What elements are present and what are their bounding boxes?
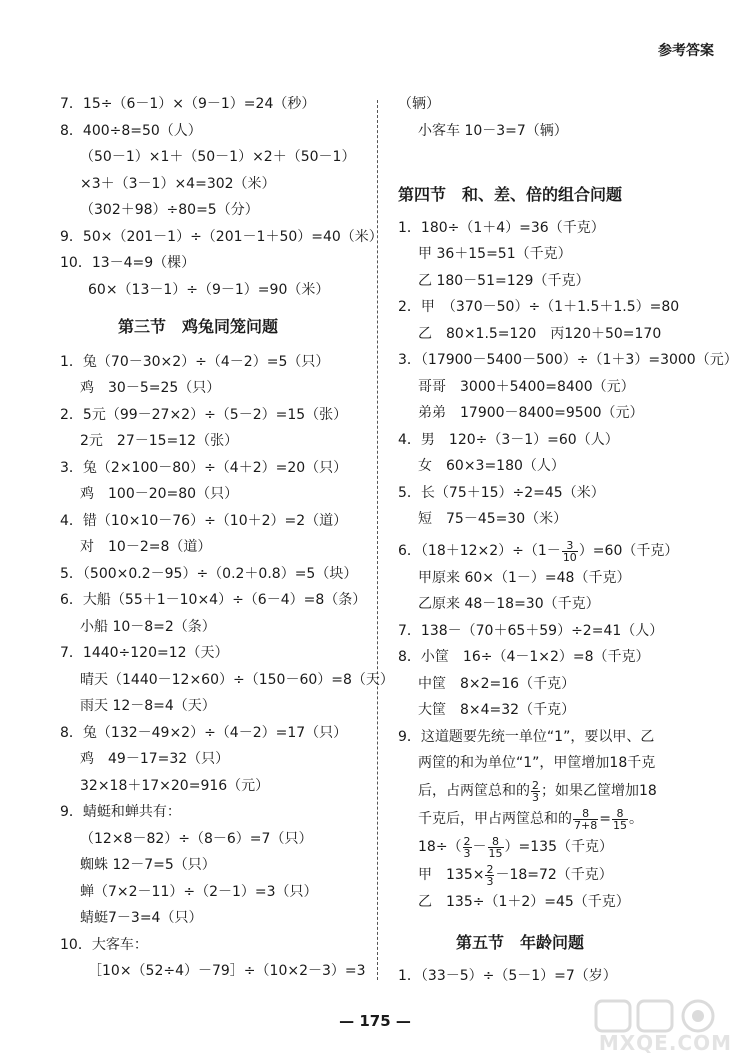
- answer-line: 10．大客车：: [60, 937, 148, 953]
- answer-line: 蜻蜓7－3=4（只）: [80, 910, 203, 926]
- fraction-denominator: 7+8: [574, 818, 598, 832]
- answer-line: 小客车 10－3=7（辆）: [418, 123, 568, 139]
- page-number: — 175 —: [339, 1012, 411, 1030]
- fraction-denominator: 3: [463, 846, 471, 860]
- answer-line: 乙 135÷（1＋2）=45（千克）: [418, 894, 630, 910]
- answer-line: 9．这道题要先统一单位“1”，要以甲、乙: [398, 729, 655, 745]
- answer-line: 7．15÷（6－1）×（9－1）=24（秒）: [60, 96, 316, 112]
- answer-line: [418, 568, 630, 588]
- section-heading: 第三节 鸡兔同笼问题: [118, 317, 279, 336]
- fraction: [485, 864, 494, 887]
- answer-line: （12×8－82）÷（8－6）=7（只）: [80, 831, 313, 847]
- answer-line: 中筐 8×2=16（千克）: [418, 676, 576, 692]
- section-heading: 第四节 和、差、倍的组合问题: [398, 185, 623, 204]
- fraction-denominator: 3: [486, 874, 494, 888]
- answer-line: 蜘蛛 12－7=5（只）: [80, 857, 216, 873]
- section-heading: 第五节 年龄问题: [456, 933, 585, 952]
- fraction-denominator: 15: [612, 818, 627, 832]
- answer-line: 8．400÷8=50（人）: [60, 123, 202, 139]
- answer-line: 鸡 100－20=80（只）: [80, 486, 239, 502]
- answer-line: （302＋98）÷80=5（分）: [80, 202, 259, 218]
- answer-line: 60×（13－1）÷（9－1）=90（米）: [88, 282, 330, 298]
- fraction: [463, 836, 472, 859]
- answer-line: 哥哥 3000＋5400=8400（元）: [418, 379, 635, 395]
- page-header: 参考答案: [658, 43, 714, 59]
- line-text: 6．（18＋12×2）÷（1－: [398, 543, 561, 559]
- answer-line-fraction: [418, 778, 657, 804]
- answer-line: 4．错（10×10－76）÷（10＋2）=2（道）: [60, 513, 348, 529]
- fraction-numerator: 2: [486, 862, 494, 876]
- fraction-denominator: 3: [532, 790, 539, 804]
- answer-line: 6．大船（55＋1－10×4）÷（6－4）=8（条）: [60, 592, 367, 608]
- answer-line: 小船 10－8=2（条）: [80, 619, 216, 635]
- answer-line: 短 75－45=30（米）: [418, 511, 568, 527]
- answer-line: 8．兔（132－49×2）÷（4－2）=17（只）: [60, 725, 348, 741]
- answer-line: 9．蜻蜓和蝉共有：: [60, 804, 181, 820]
- line-text: 甲原来 60×（1－: [418, 570, 531, 586]
- answer-line: 5．（500×0.2－95）÷（0.2＋0.8）=5（块）: [60, 566, 358, 582]
- watermark-logo: [592, 997, 742, 1057]
- answer-line-fraction: [418, 806, 643, 832]
- watermark-text: MXQE.COM: [598, 1031, 732, 1055]
- fraction: [488, 836, 504, 859]
- answer-line: 1．（33－5）÷（5－1）=7（岁）: [398, 968, 617, 984]
- fraction-numerator: 2: [532, 778, 539, 792]
- answer-line: 3．兔（2×100－80）÷（4＋2）=20（只）: [60, 460, 348, 476]
- line-text: 。: [628, 811, 643, 827]
- answer-line: 鸡 49－17=32（只）: [80, 751, 230, 767]
- answer-line: 1．兔（70－30×2）÷（4－2）=5（只）: [60, 354, 330, 370]
- fraction: [562, 540, 578, 563]
- answer-line-fraction: [398, 538, 678, 564]
- answer-line: 32×18＋17×20=916（元）: [80, 778, 270, 794]
- fraction-numerator: 8: [488, 836, 504, 848]
- answer-line: ×3＋（3－1）×4=302（米）: [80, 176, 276, 192]
- line-text: =: [599, 811, 611, 827]
- fraction-numerator: 2: [463, 834, 471, 848]
- answer-line: 1．180÷（1＋4）=36（千克）: [398, 220, 605, 236]
- line-text: 甲 135×: [418, 867, 485, 883]
- line-text: ）=48（千克）: [530, 570, 631, 586]
- line-text: 后，占两筐总和的: [418, 783, 530, 799]
- answer-line: 蝉（7×2－11）÷（2－1）=3（只）: [80, 884, 318, 900]
- answer-line: （辆）: [398, 96, 440, 112]
- answer-line: 女 60×3=180（人）: [418, 458, 565, 474]
- line-text: ；如果乙筐增加18: [541, 783, 657, 799]
- answer-line: （50－1）×1＋（50－1）×2＋（50－1）: [80, 149, 356, 165]
- line-text: －: [472, 839, 487, 855]
- answer-line: 两筐的和为单位“1”，甲筐增加18千克: [418, 755, 656, 771]
- answer-line: 乙 80×1.5=120 丙120＋50=170: [418, 326, 662, 342]
- answer-line: ［10×（52÷4）－79］÷（10×2－3）=3: [88, 963, 366, 979]
- fraction-numerator: 8: [573, 808, 598, 820]
- line-text: ）=60（千克）: [578, 543, 679, 559]
- answer-line: 5．长（75＋15）÷2=45（米）: [398, 485, 605, 501]
- line-text: 千克后，甲占两筐总和的: [418, 811, 572, 827]
- answer-line: 2．5元（99－27×2）÷（5－2）=15（张）: [60, 407, 348, 423]
- fraction-denominator: 15: [488, 846, 503, 860]
- answer-line: 8．小筐 16÷（4－1×2）=8（千克）: [398, 649, 650, 665]
- answer-line: 10．13－4=9（棵）: [60, 255, 196, 271]
- answer-line: 对 10－2=8（道）: [80, 539, 212, 555]
- answer-line: 4．男 120÷（3－1）=60（人）: [398, 432, 619, 448]
- answer-line: 7．138－（70＋65＋59）÷2=41（人）: [398, 623, 664, 639]
- answer-line: 2．甲 （370－50）÷（1＋1.5＋1.5）=80: [398, 299, 680, 315]
- answer-line: 晴天（1440－12×60）÷（150－60）=8（天）: [80, 672, 394, 688]
- line-text: －18=72（千克）: [495, 867, 613, 883]
- answer-line: 3．（17900－5400－500）÷（1＋3）=3000（元）: [398, 352, 738, 368]
- answer-line-fraction: [418, 862, 613, 888]
- answer-line: 乙原来 48－18=30（千克）: [418, 596, 600, 612]
- fraction: [573, 808, 598, 831]
- answer-line: 甲 36＋15=51（千克）: [418, 246, 572, 262]
- answer-line: 大筐 8×4=32（千克）: [418, 702, 576, 718]
- fraction: [612, 808, 628, 831]
- answer-line: 乙 180－51=129（千克）: [418, 273, 590, 289]
- line-text: 18÷（: [418, 839, 462, 855]
- answer-line: 弟弟 17900－8400=9500（元）: [418, 405, 644, 421]
- line-text: ）=135（千克）: [504, 839, 613, 855]
- answer-line: 7．1440÷120=12（天）: [60, 645, 229, 661]
- fraction: [531, 780, 540, 803]
- answer-line: 鸡 30－5=25（只）: [80, 380, 221, 396]
- fraction-numerator: 3: [562, 540, 578, 552]
- answer-line-fraction: [418, 834, 613, 860]
- answer-line: 9．50×（201－1）÷（201－1＋50）=40（米）: [60, 229, 383, 245]
- answer-line: 雨天 12－8=4（天）: [80, 698, 216, 714]
- fraction-denominator: 10: [562, 550, 577, 564]
- fraction-numerator: 8: [612, 808, 628, 820]
- answer-line: 2元 27－15=12（张）: [80, 433, 239, 449]
